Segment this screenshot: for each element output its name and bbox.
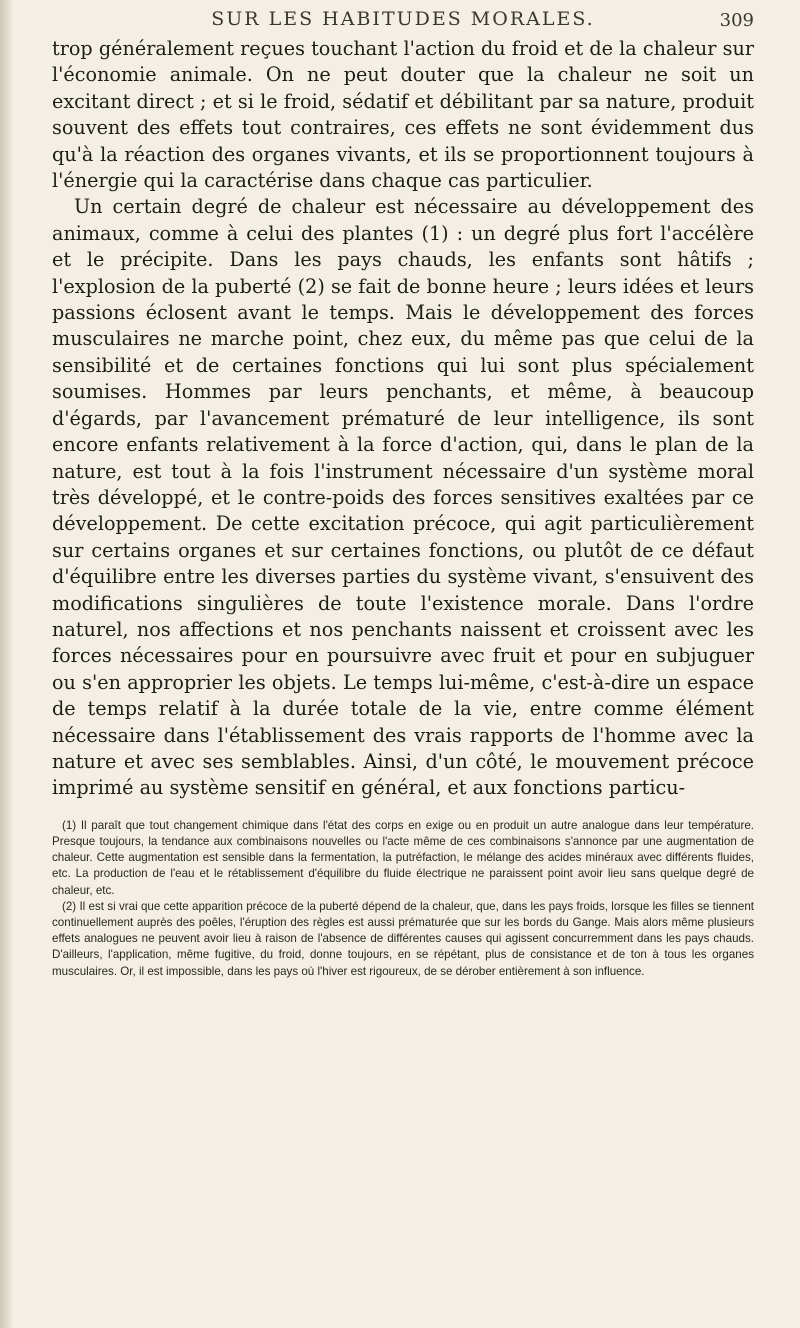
paragraph: Un certain degré de chaleur est nécessaire au développement des animaux, comme à celui des plantes (1) : un degré plus fort l'accélère et le précipite. Dans les pays chauds, les enfants sont hâtifs ; l'explosion de la puberté (2) se fait de bonne heure ; leurs idées et leurs passions éclosent avant le temps. Mais le développement des forces musculaires ne marche point, chez eux, du même pas que celui de la sensibilité et de certaines fonctions qui lui sont plus spécialement soumises. Hommes par leurs penchants, et même, à beaucoup d'égards, par l'avancement prématuré de leur intelligence, ils sont encore enfants relativement à la force d'action, qui, dans le plan de la nature, est tout à la fois l'instrument nécessaire d'un système moral très développé, et le contre-poids des forces sensitives exaltées par ce développement. De cette excitation précoce, qui agit particulièrement sur certains organes et sur certaines fonctions, ou plutôt de ce défaut d'équilibre entre les diverses parties du système vivant, s'ensuivent des modifications singulières de toute l'existence morale. Dans l'ordre naturel, nos affections et nos penchants naissent et croissent avec les forces nécessaires pour en poursuivre avec fruit et pour en subjuguer ou s'en approprier les objets. Le temps lui-même, c'est-à-dire un espace de temps relatif à la durée totale de la vie, entre comme élément nécessaire dans l'établissement des vrais rapports de l'homme avec la nature et avec ses semblables. Ainsi, d'un côté, le mouvement précoce imprimé au système sensitif en général, et aux fonctions particu- <box>52 195 754 800</box>
running-head <box>52 6 754 36</box>
running-title: SUR LES HABITUDES MORALES. <box>211 8 595 30</box>
footnotes <box>52 818 754 980</box>
footnote-1: (1) Il paraît que tout changement chimique dans l'état des corps en exige ou en produit un autre analogue dans leur température. Presque toujours, la tendance aux combinaisons nouvelles ou l'acte même de ces combinaisons s'annonce par une augmentation de chaleur. Cette augmentation est sensible dans la fermentation, la putréfaction, le mélange des acides minéraux avec différents fluides, etc. La production de l'eau et le rétablissement d'équilibre du fluide électrique ne paraissent point avoir lieu sans quelque degré de chaleur, etc. <box>52 818 754 897</box>
main-text <box>52 36 754 802</box>
footnote-2: (2) Il est si vrai que cette apparition précoce de la puberté dépend de la chaleur, que, dans les pays froids, lorsque les filles se tiennent continuellement auprès des poêles, l'éruption des règles est aussi prématurée que sur les bords du Gange. Mais alors même plusieurs effets analogues ne peuvent avoir lieu à raison de l'absence de différentes causes qui agissent concurremment dans les pays chauds. D'ailleurs, l'application, même fugitive, du froid, donne toujours, en se répétant, plus de consistance et de ton à tous les organes musculaires. Or, il est impossible, dans les pays où l'hiver est rigoureux, de se dérober entièrement à son influence. <box>52 899 754 978</box>
paragraph-continued: trop généralement reçues touchant l'action du froid et de la chaleur sur l'économie animale. On ne peut douter que la chaleur ne soit un excitant direct ; et si le froid, sédatif et débilitant par sa nature, produit souvent des effets tout contraires, ces effets ne sont évidemment dus qu'à la réaction des organes vivants, et ils se proportionnent toujours à l'énergie qui la caractérise dans chaque cas particulier. <box>52 37 754 193</box>
page-number: 309 <box>719 10 754 31</box>
